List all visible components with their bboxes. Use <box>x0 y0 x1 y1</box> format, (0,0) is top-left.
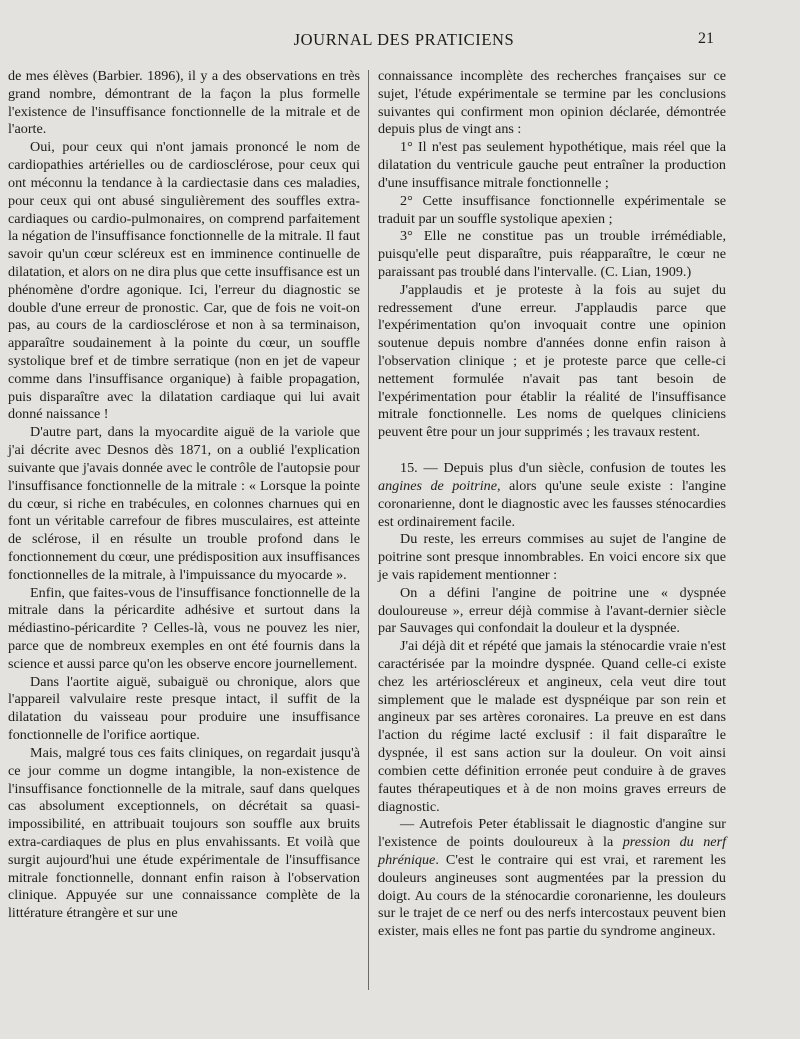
journal-title: JOURNAL DES PRATICIENS <box>293 30 515 49</box>
right-column <box>378 68 726 941</box>
paragraph: D'autre part, dans la myocardite aiguë de la variole que j'ai décrite avec Desnos dès 1871, on a oublié l'explication suivante que j'avais donnée avec le contrôle de l'autopsie pour l'insuffisance fonctionnelle de la mitrale : « Lorsque la pointe du cœur, si riche en trabécules, en colonnes charnues qui en font un véritable carrefour de fibres musculaires, est atteinte de sclérose, il en résulte un trouble profond dans le fonctionnement du cœur, une prédisposition aux insuffisances fonctionnelles de la mitrale, à l'impuissance du myocarde ». <box>8 424 360 583</box>
paragraph: Du reste, les erreurs commises au sujet de l'angine de poitrine sont presque innombrables. En voici encore six que je vais rapidement mentionner : <box>378 531 726 583</box>
text-run: , alors qu'une seule existe : l'angine coronarienne, dont le diagnostic avec les fausses sténocardies est ordinairement facile. <box>378 477 726 530</box>
text-run: 15. — Depuis plus d'un siècle, confusion de toutes les <box>400 460 726 477</box>
paragraph: Mais, malgré tous ces faits cliniques, on regardait jusqu'à ce jour comme un dogme intangible, la non-existence de l'insuffisance fonctionnelle de la mitrale, sauf dans quelques cas absolument exceptionnels, on décrétait sa quasi-impossibilité, en attribuait toujours son souffle aux bruits extra-cardiaques de plus en plus envahissants. Et voilà que surgit aujourd'hui une étude expérimentale de l'insuffisance mitrale fonctionnelle, donnant enfin raison à l'observation clinique. Appuyée sur une connaissance complète de la littérature étrangère et sur une <box>8 744 360 922</box>
paragraph: de mes élèves (Barbier. 1896), il y a des observations en très grand nombre, démontrant de la façon la plus formelle l'existence de l'insuffisance fonctionnelle de la mitrale et de l'aorte. <box>8 68 360 138</box>
text-run: — Autrefois Peter établissait le diagnostic d'angine sur l'existence de points douloureux à la <box>378 816 726 851</box>
paragraph <box>378 816 726 941</box>
paragraph: J'applaudis et je proteste à la fois au sujet du redressement d'une erreur. J'applaudis parce que l'expérimentation qu'on invoquait contre une opinion soutenue depuis nombre d'années donne enfin raison à l'observation clinique ; et je proteste parce que celle-ci nettement formulée n'avait pas tant besoin de l'expérimentation pour établir la réalité de l'insuffisance mitrale fonctionnelle. Les noms de quelques cliniciens peuvent être pour un jour supprimés ; les travaux restent. <box>378 281 726 441</box>
paragraph: connaissance incomplète des recherches françaises sur ce sujet, l'étude expérimentale se termine par les conclusions suivantes qui confirment mon opinion déclarée, démontrée depuis plus de vingt ans : <box>378 68 726 138</box>
paragraph: Oui, pour ceux qui n'ont jamais prononcé le nom de cardiopathies artérielles ou de cardiosclérose, pour ceux qui ont méconnu la tendance à la cardiectasie dans ces maladies, pour ceux qui ont abusé singulièrement des souffles extra-cardiaques ou cardio-pulmonaires, on comprend parfaitement la négation de l'insuffisance fonctionnelle de la mitrale. Il faut savoir qu'un cœur scléreux est en imminence continuelle de dilatation, et alors on ne dira plus que cette insuffisance est un phénomène d'ordre agonique. Ici, l'erreur du diagnostic se double d'une erreur de pronostic. Car, que de fois ne voit-on pas, au cours de la cardiosclérose et non à sa terminaison, apparaître soudainement à la pointe du cœur, un souffle systolique bref et de timbre serratique (non en jet de vapeur comme dans l'insuffisance organique) à faible propagation, puis disparaître avec la dilatation cardiaque qui lui avait donné naissance ! <box>8 139 360 423</box>
paragraph: On a défini l'angine de poitrine une « dyspnée douloureuse », erreur déjà commise à l'avant-dernier siècle par Sauvages qui confondait la douleur et la dyspnée. <box>378 584 726 637</box>
numbered-conclusion: 2° Cette insuffisance fonctionnelle expérimentale se traduit par un souffle systolique apexien ; <box>378 192 726 227</box>
page-number: 21 <box>698 30 714 47</box>
emphasis-text: angines de poitrine <box>378 477 498 494</box>
emphasis-text: pression du nerf phrénique <box>378 834 726 868</box>
numbered-conclusion: 1° Il n'est pas seulement hypothétique, mais réel que la dilatation du ventricule gauche peut entraîner la production d'une insuffisance mitrale fonctionnelle ; <box>378 139 726 191</box>
paragraph: Enfin, que faites-vous de l'insuffisance fonctionnelle de la mitrale dans la péricardite adhésive et surtout dans la médiastino-péricardite ? Celles-là, vous ne pouvez les nier, parce que de nombreux exemples en ont été fournis dans la science et aussi parce qu'on les observe encore journellement. <box>8 584 360 672</box>
paragraph: Dans l'aortite aiguë, subaiguë ou chronique, alors que l'appareil valvulaire reste presque intact, il suffit de la dilatation du vaisseau pour produire une insuffisance fonctionnelle de l'orifice aortique. <box>8 673 360 744</box>
paragraph: J'ai déjà dit et répété que jamais la sténocardie vraie n'est caractérisée par la moindre dyspnée. Quand celle-ci existe chez les artérioscléreux et angineux, cela veut dire tout simplement que le malade est dyspnéique par son rein et angineux par ses artères coronaires. La preuve en est dans l'action du régime lacté exclusif : il fait disparaître le dyspnée, il est sans action sur la douleur. On voit ainsi combien cette définition erronée peut conduire à de graves fautes thérapeutiques et à de non moins graves erreurs de diagnostic. <box>378 638 726 815</box>
section-15-paragraph <box>378 460 726 531</box>
page-header <box>8 26 800 52</box>
text-run: . C'est le contraire qui est vrai, et rarement les douleurs angineuses sont augmentées par la pression du doigt. Au cours de la sténocardie coronarienne, les douleurs sur le trajet de ce nerf ou des nerfs intercostaux peuvent bien exister, mais elles ne font pas partie du syndrome angineux. <box>378 851 726 940</box>
left-column <box>8 68 360 923</box>
column-divider <box>368 70 369 990</box>
numbered-conclusion: 3° Elle ne constitue pas un trouble irrémédiable, puisqu'elle peut disparaître, puis réapparaître, le cœur ne paraissant pas troublé dans l'intervalle. (C. Lian, 1909.) <box>378 228 726 280</box>
